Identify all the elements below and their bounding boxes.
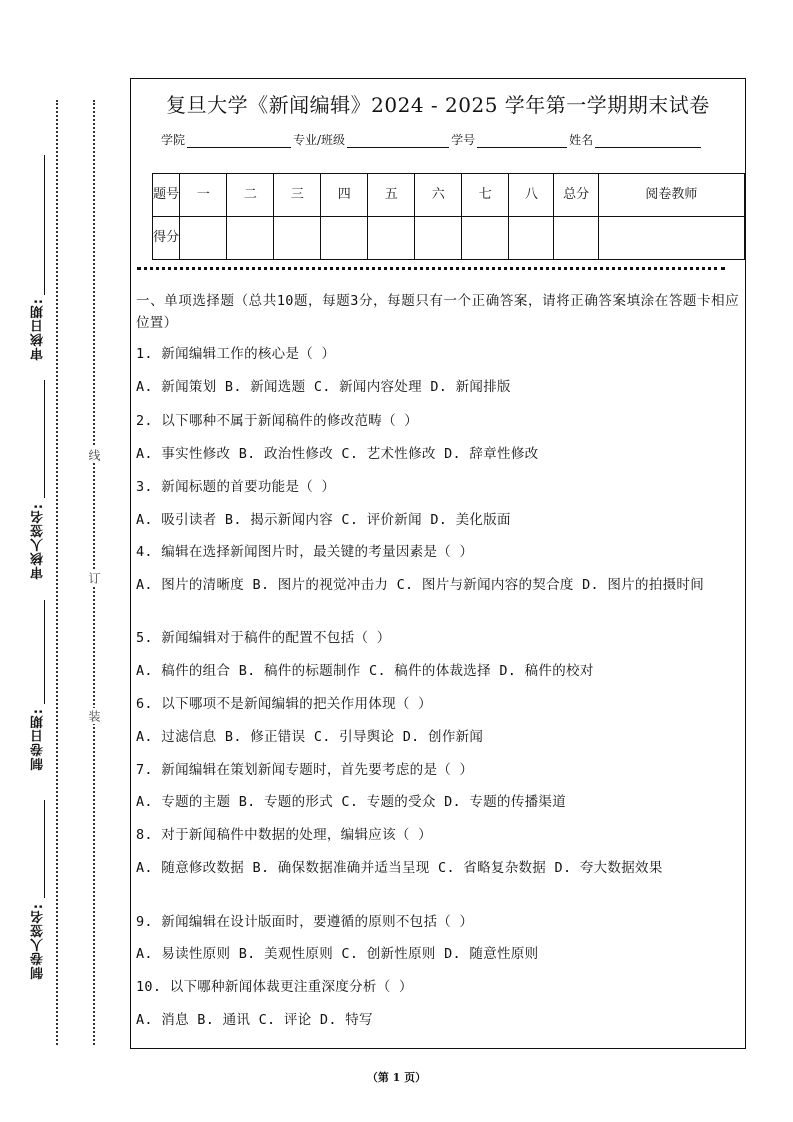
major-class-field[interactable] xyxy=(347,133,449,148)
question-1: 1. 新闻编辑工作的核心是（ ） xyxy=(136,346,336,362)
question-2: 2. 以下哪种不属于新闻稿件的修改范畴（ ） xyxy=(136,413,419,429)
student-id-field[interactable] xyxy=(477,133,567,148)
question-9-options: A. 易读性原则 B. 美观性原则 C. 创新性原则 D. 随意性原则 xyxy=(136,946,539,962)
name-label: 姓名 xyxy=(569,133,594,147)
col-8: 八 xyxy=(509,174,554,217)
question-8-options: A. 随意修改数据 B. 确保数据准确并适当呈现 C. 省略复杂数据 D. 夸大数据效果 xyxy=(136,860,663,876)
binding-mark-xian: 线 xyxy=(87,449,101,461)
major-class-label: 专业/班级 xyxy=(293,133,346,147)
question-5: 5. 新闻编辑对于稿件的配置不包括（ ） xyxy=(136,630,391,646)
name-field[interactable] xyxy=(595,133,701,148)
question-2-options: A. 事实性修改 B. 政治性修改 C. 艺术性修改 D. 辞章性修改 xyxy=(136,446,539,462)
section-divider xyxy=(137,267,725,270)
score-table xyxy=(152,173,745,260)
score-row xyxy=(153,217,745,260)
col-7: 七 xyxy=(462,174,509,217)
question-number-row xyxy=(153,174,745,217)
score-cell[interactable] xyxy=(554,217,598,260)
college-label: 学院 xyxy=(161,133,186,147)
question-6-options: A. 过滤信息 B. 修正错误 C. 引导舆论 D. 创作新闻 xyxy=(136,729,484,745)
col-1: 一 xyxy=(180,174,227,217)
question-7: 7. 新闻编辑在策划新闻专题时，首先要考虑的是（ ） xyxy=(136,762,474,778)
col-5: 五 xyxy=(368,174,415,217)
question-4: 4. 编辑在选择新闻图片时，最关键的考量因素是（ ） xyxy=(136,544,474,560)
question-10-options: A. 消息 B. 通讯 C. 评论 D. 特写 xyxy=(136,1012,373,1028)
question-8: 8. 对于新闻稿件中数据的处理，编辑应该（ ） xyxy=(136,827,432,843)
score-cell[interactable] xyxy=(462,217,509,260)
student-info-row xyxy=(161,131,703,148)
section-heading: 一、单项选择题（总共10题，每题3分，每题只有一个正确答案，请将正确答案填涂在答题卡相应位置） xyxy=(136,293,739,331)
college-field[interactable] xyxy=(187,133,291,148)
score-cell[interactable] xyxy=(415,217,462,260)
question-3: 3. 新闻标题的首要功能是（ ） xyxy=(136,479,336,495)
prepare-date-label: 制卷日期: xyxy=(31,708,46,771)
score-cell[interactable] xyxy=(509,217,554,260)
row-label-score: 得分 xyxy=(153,217,180,260)
reviewer-signature-label: 审核人签名: xyxy=(31,503,46,580)
student-id-label: 学号 xyxy=(451,133,476,147)
exam-paper-frame xyxy=(130,78,746,1049)
question-5-options: A. 稿件的组合 B. 稿件的标题制作 C. 稿件的体裁选择 D. 稿件的校对 xyxy=(136,663,594,679)
question-4-options: A. 图片的清晰度 B. 图片的视觉冲击力 C. 图片与新闻内容的契合度 D. 图片的拍摄时间 xyxy=(136,577,705,593)
score-cell[interactable] xyxy=(227,217,274,260)
score-cell[interactable] xyxy=(274,217,321,260)
preparer-signature-label: 制卷人签名: xyxy=(31,903,46,980)
col-total: 总分 xyxy=(554,174,598,217)
question-7-options: A. 专题的主题 B. 专题的形式 C. 专题的受众 D. 专题的传播渠道 xyxy=(136,794,567,810)
score-cell[interactable] xyxy=(598,217,744,260)
reviewer-signature-underline xyxy=(44,380,45,498)
review-date-label: 审核日期: xyxy=(31,298,46,361)
question-10: 10. 以下哪种新闻体裁更注重深度分析（ ） xyxy=(136,979,413,995)
row-label-question-number: 题号 xyxy=(153,174,180,217)
score-cell[interactable] xyxy=(180,217,227,260)
exam-title: 复旦大学《新闻编辑》2024 - 2025 学年第一学期期末试卷 xyxy=(166,93,710,117)
col-4: 四 xyxy=(321,174,368,217)
question-6: 6. 以下哪项不是新闻编辑的把关作用体现（ ） xyxy=(136,696,432,712)
question-9: 9. 新闻编辑在设计版面时，要遵循的原则不包括（ ） xyxy=(136,914,474,930)
binding-mark-zhuang: 装 xyxy=(87,710,101,722)
binding-dotted-line-outer xyxy=(56,100,58,1045)
score-cell[interactable] xyxy=(321,217,368,260)
col-3: 三 xyxy=(274,174,321,217)
prepare-date-underline xyxy=(44,600,45,704)
question-1-options: A. 新闻策划 B. 新闻选题 C. 新闻内容处理 D. 新闻排版 xyxy=(136,379,511,395)
preparer-signature-underline xyxy=(44,800,45,898)
question-3-options: A. 吸引读者 B. 揭示新闻内容 C. 评价新闻 D. 美化版面 xyxy=(136,512,511,528)
col-6: 六 xyxy=(415,174,462,217)
page-number: （第 1 页） xyxy=(366,1071,427,1084)
review-date-underline xyxy=(44,155,45,295)
col-grader: 阅卷教师 xyxy=(598,174,744,217)
binding-mark-ding: 订 xyxy=(87,572,101,584)
col-2: 二 xyxy=(227,174,274,217)
score-cell[interactable] xyxy=(368,217,415,260)
